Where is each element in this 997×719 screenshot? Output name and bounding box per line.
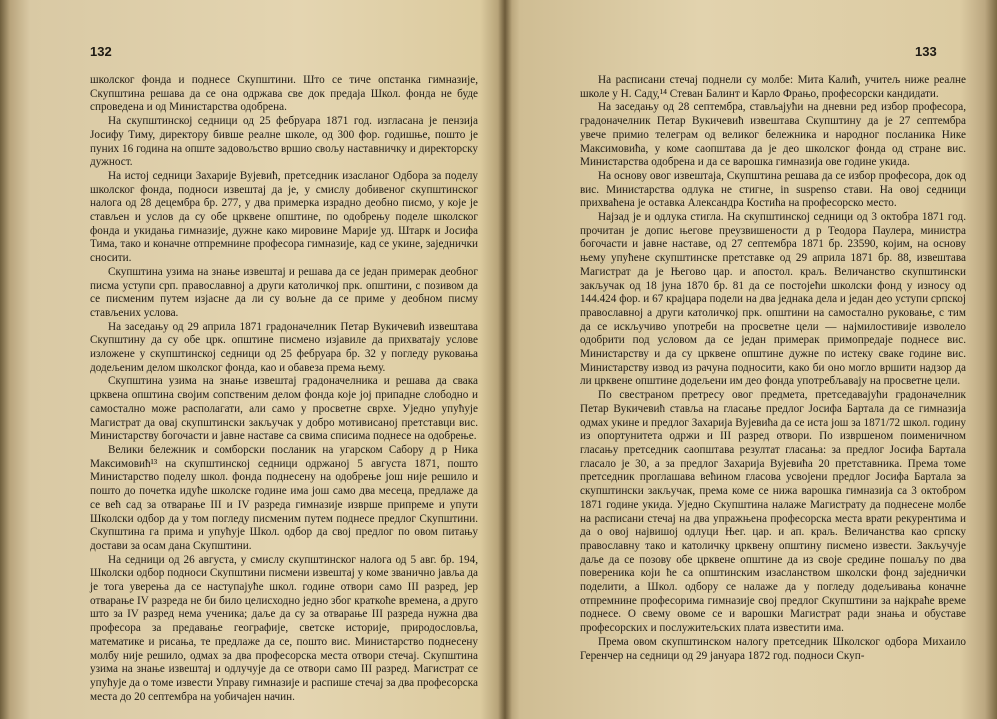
paragraph: На истој седници Захарије Вујевић, претседник изасланог Одбора за поделу школског фонда, подноси извештај да је, у смислу добивеног скупштинског налога од 28 децембра бр. 277, у два примерка израдно деобно писмо, у које је стављен и услов да су обе црквене општине, по одобрењу поделе школског фонда и укидања гимназије, дужне како мировине Марије уд. Штарк и Јосифа Тима, тако и коначне отпремнине професора гимназије, кад се укине, заједнички сносити. [90, 169, 478, 265]
paragraph: Велики бележник и сомборски посланик на угарском Сабору д р Ника Максимовић¹³ на скупштинској седници одржаној 5 августа 1871, пошто Министарство поделу школ. фонда поднесену на одобрење још није решило и пошто до почетка идуће школске године има још само два месеца, предлаже да се већ сад за отварање III и IV разреда гимназије изврше припреме и упути Школски одбор да у том погледу писменим путем поднесе предлог Скупштини. Скупштина га прима и упућује Школ. одбор да свој предлог по овом питању достави за осам дана Скупштини. [90, 443, 478, 552]
paragraph: Најзад је и одлука стигла. На скупштинској седници од 3 октобра 1871 год. прочитан је допис његове преузвишености д р Теодора Паулера, министра богочасти и јавне наставе, од 27 септембра 1871 бр. 23590, којим, на основу њему упућене скупштинске претставке од 29 априла 1871 бр. 88, извештава Магистрат да је Његово цар. и апостол. краљ. Величанство скупштински закључак од 18 јуна 1870 бр. 81 да се постојећи школски фонд у износу од 144.424 фор. и 67 крајцара подели на два једнака дела и један део уступи српској православној а други католичкој прк. општини на самостално руковање, с тим да се искључиво употреби на просветне цели — најмилостивије изволело одобрити под условом да се један примерак примопредаје поднесе вис. Министарству и да су црквене општине дужне по истеку сваке године вис. Министарству извод из рачуна подносити, како би оно могло вршити надзор да ли црквене општине додељени им део фонда употребљавају на просветне цели. [580, 211, 966, 388]
left-page-text [90, 74, 478, 704]
page-number-right: 133 [915, 44, 937, 59]
paragraph: Скупштина узима на знање извештај градоначелника и решава да свака црквена општина својим сопственим делом фонда које јој припадне слободно и самостално може располагати, али само у просветне сврхе. Уједно упућује Магистрат да овај скупштински закључак у добро мотивисаној претставци вис. Министарству богочасти и јавне наставе са свима списима поднесе на одобрење. [90, 375, 478, 443]
right-page [505, 0, 997, 719]
page-number-left: 132 [90, 44, 112, 59]
paragraph: На скупштинској седници од 25 фебруара 1871 год. изгласана је пензија Јосифу Тиму, директору бивше реалне школе, од 300 фор. годишње, пошто је пуних 16 година на опште задовољство вршио свољу наставничку и директорску дужност. [90, 115, 478, 169]
paragraph: На расписани стечај поднели су молбе: Мита Калић, учитељ ниже реалне школе у Н. Саду,¹⁴ Стеван Балинт и Карло Фрањо, професорски кандидати. [580, 74, 966, 100]
paragraph: По свестраном претресу овог предмета, претседавајући градоначелник Петар Вукичевић ставља на гласање предлог Јосифа Бартала да се гимназија одмах укине и предлог Захарија Вујевића да се иста још за 1871/72 школ. годину из опортунитета одржи и III разред отвори. По извршеном поименичном гласању претседник саопштава резултат гласања: за предлог Јосифа Бартала гласало је 30, а за предлог Захарија Вујевића 20 претставника. Према томе претседник проглашава већином гласова усвојени предлог Јосифа Бартала за скупштински закључак, према коме се нижа варошка гимназија са 3 октобром 1871 године укида. Уједно Скупштина налаже Магистрату да поднесене молбе на расписани стечај на два упражњена професорска места врати рекурентима и да о овој највишој одлуци Њег. цар. и ап. краљ. Величанства као српску православну тако и католичку црквену општину писмено извести. Закључује даље да се позову обе црквене општине да из своје средине пошаљу по два повереника који ће са општинским изасланством школски фонд заједнички поделити, а Школ. одбору се налаже да у погледу додељивања коначне отпремнине професорима гимназије свој предлог Скупштини за најкраће време поднесе. О свему овоме се и варошки Магистрат ради знања и обуставе професорских и послужитељских плата известити има. [580, 389, 966, 635]
paragraph: На заседању од 28 септембра, стављајући на дневни ред избор професора, градоначелник Петар Вукичевић извештава Скупштину да је 27 септембра увече примио телеграм од великог бележника и народног посланика Нике Максимовића, у коме саопштава да је део школског фонда од стране вис. Министарства одобрена и да се варошка гимназија ове године укида. [580, 101, 966, 169]
paragraph: На седници од 26 августа, у смислу скупштинског налога од 5 авг. бр. 194, Школски одбор подноси Скупштини писмени извештај у коме званично јавља да је тога уверења да се наступајуће школ. године отвори само III разред, јер отварање IV разреда не би било целисходно једно због краткоће времена, а друго што за IV разред нема ученика; даље да су за отварање III разреда нужна два професора за предавање географије, светске историје, природословља, математике и рисања, те предлаже да се, пошто вис. Министарство поднесену молбу није решило, одмах за два професорска места отвори стечај. Скупштина узима на знање извештај и одлучује да се отвори само III разред. Магистрат се упућује да о томе извести Управу гимназије и распише стечај за два професорска места до 20 септембра на уобичајен начин. [90, 553, 478, 703]
paragraph: школског фонда и поднесе Скупштини. Што се тиче опстанка гимназије, Скупштина решава да се она одржава све док предаја Школ. фонда не буде спроведена и од Министарства одобрена. [90, 74, 478, 114]
paragraph: На основу овог извештаја, Скупштина решава да се избор професора, док од вис. Министарства одлука не стигне, in suspenso стави. На овој седници прихваћена је оставка Александра Костића на професорско место. [580, 169, 966, 210]
paragraph: Скупштина узима на знање извештај и решава да се један примерак деобног писма уступи срп. православној а други католичкој прк. општини, с позивом да се писменим путем изјасне да ли су вољне да се приме у деобном писму стављених услова. [90, 265, 478, 319]
paragraph: На заседању од 29 априла 1871 градоначелник Петар Вукичевић извештава Скупштину да су обе црк. општине писмено изјавиле да прихватају услове изложене у скупштинској седници од 25 фебруара бр. 32 у погледу руковања додељеним делом школског фонда, као и обавеза према њему. [90, 320, 478, 374]
right-page-text [580, 74, 966, 663]
paragraph: Према овом скупштинском налогу претседник Школског одбора Михаило Геренчер на седници од 29 јануара 1872 год. подноси Скуп- [580, 635, 966, 662]
